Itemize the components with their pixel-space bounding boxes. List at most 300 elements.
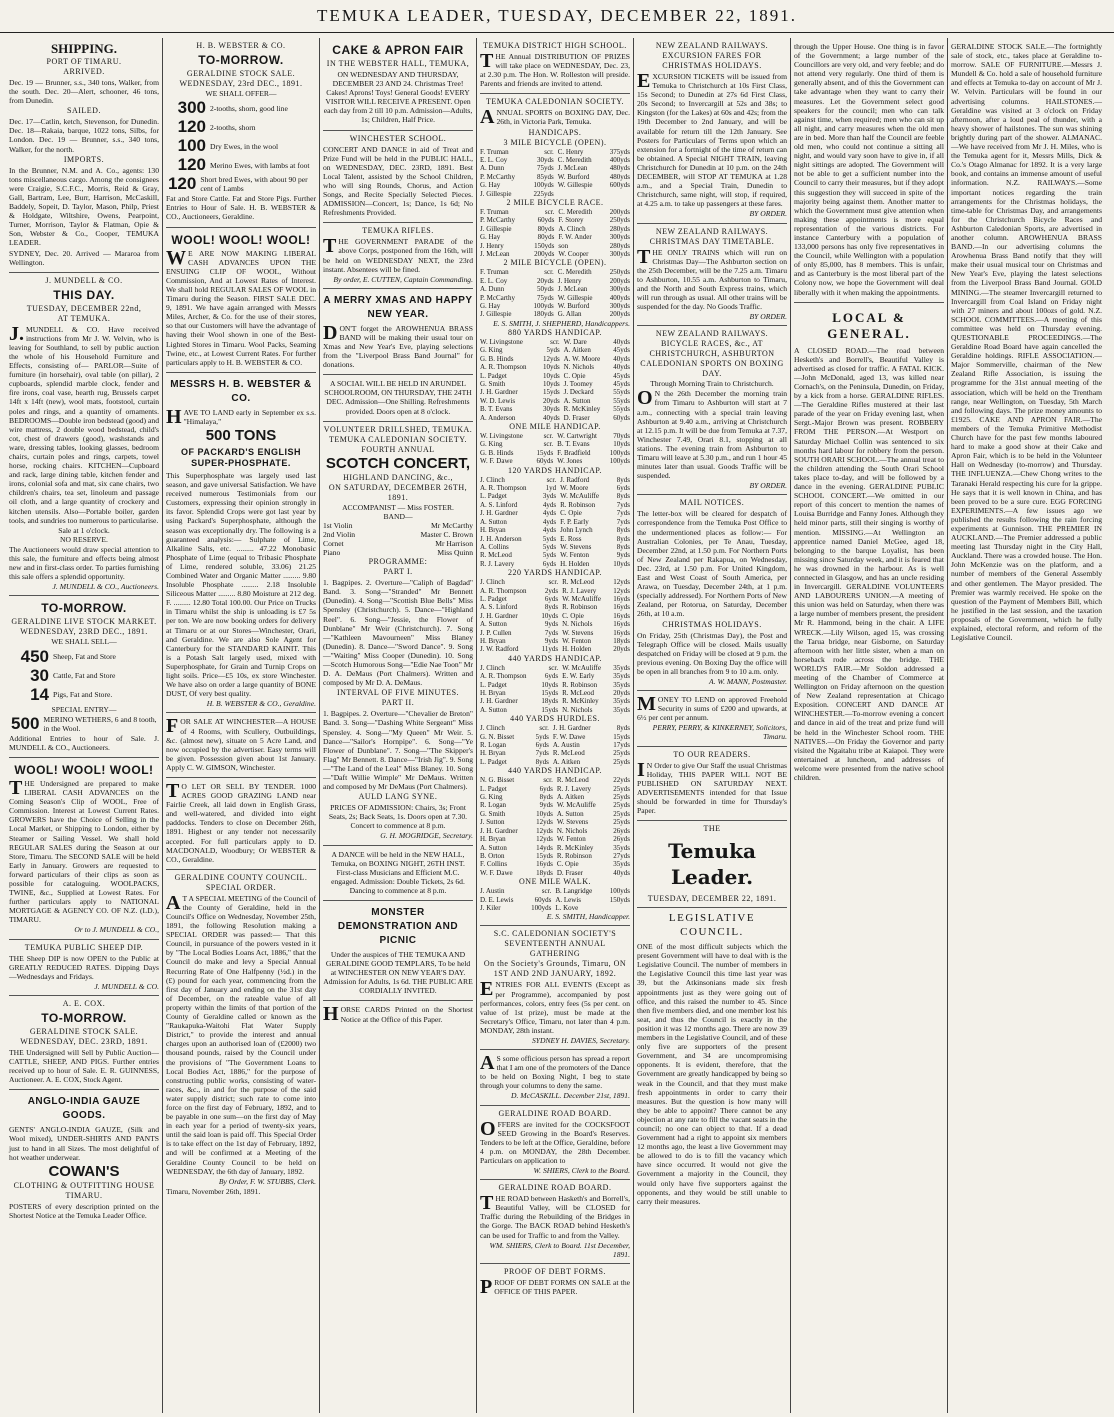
sports-handicaps	[480, 94, 630, 926]
mail-text: The letter-box will be cleared for despatch of correspondence from the Temuka Post Office to the undermentioned places as follow:— For Australian Colonies, per Te Anau, Tuesday, December 22nd, at 1.50 p.m. For Northern Ports of New Zealand per Rakapua, on Wednesday, Dec. 23rd, at 1.50 p.m. For United Kingdom, East and West Coast of South America, per Arawa, on Tuesday, December 24th, at 1 p.m. (specially addressed). For Northern Ports of New Zealand, per Rotorua, on Saturday, December 26th, at 10 a.m.	[637, 509, 787, 619]
handicap-row: J. Austin scr. B. Langridge 100yds	[480, 887, 630, 896]
furniture-text: J.MUNDELL & CO. Have received instructions from Mr J. W. Velvin, who is leaving for Southland, to sell by public auction the whole of his Household Furniture and Effects, consisting of— PARLOR—Suite of furniture (in horsehair), oval table (on pillar), 2 cupboards, splendid marble clock, fender and fire irons, coal vase, hearth rug, Brussels carpet 14ft x 14ft (new), wool mats, footstool, curtain poles and rings, and a quantity of ornaments. BEDROOMS—Double iron bedstead (good) and wire mattress, 2 double wood bedstead, child's cot, chest of drawers (good), washstands and ware, dressing tables, looking glasses, bedroom chairs, curtain poles and rings, carpets, towel horse, rocking chairs. KITCHEN—Cupboard and rack, large dining table, kitchen fender and irons, colonial sofa and mat, six cane chairs, two children's chairs, tea set, linoleum and passage oil cloth, and a large quantity of crockery and kitchen utensils. Also—Portable boiler, garden tools, and sundries too numerous to particularise.	[9, 322, 159, 525]
part-two: PART II.	[381, 698, 415, 708]
handicap-row: A. Sutton 9yds N. Nichols 16yds	[480, 620, 630, 629]
handicap-row: A. R. Thompson 10yds N. Nichols 40yds	[480, 363, 630, 372]
school-text: THE Annual DISTRIBUTION OF PRIZES will take place on WEDNESDAY, Dec. 23, at 2.30 p.m. The Hon. W. Rolleston will preside. Parents and friends are invited to attend.	[480, 50, 630, 89]
handicap-row: F. Truman scr. C. Henry 375yds	[480, 147, 630, 156]
handicap-row: L. Padget 6yds W. McAuliffe 16yds	[480, 594, 630, 603]
handicap-row: B. Orton 15yds R. Robinson 27yds	[480, 851, 630, 860]
column-3	[320, 38, 477, 1413]
sc-signature: SYDNEY H. DAVIES, Secretary.	[531, 1036, 630, 1045]
paper-title: Temuka Leader.	[668, 839, 756, 890]
handicap-row: E. L. Coy 20yds J. Henry 200yds	[480, 276, 630, 285]
handicap-row: L. Padget 8yds A. Aitken 25yds	[480, 757, 630, 766]
shipping-heading: SHIPPING.	[50, 41, 118, 56]
handicap-table	[480, 664, 630, 714]
place-line: AT TEMUKA.	[57, 313, 111, 323]
monster-heading: MONSTER DEMONSTRATION AND PICNIC	[337, 907, 459, 946]
local-general-continued	[951, 38, 1102, 647]
handicap-row: J. W. Radford 11yds H. Holden 20yds	[480, 645, 630, 654]
handicap-row: A. R. Thompson 2yds R. J. Lavery 12yds	[480, 586, 630, 595]
postmaster-signature: A. W. MANN, Postmaster.	[709, 676, 787, 686]
cox-tomorrow: TO-MORROW.	[41, 1010, 127, 1025]
excursion-heading: EXCURSION FARES FOR CHRISTMAS HOLIDAYS.	[662, 51, 762, 70]
handicap-row: J. Clinch scr. J. Radford 8yds	[480, 475, 630, 484]
interval: INTERVAL OF FIVE MINUTES.	[336, 688, 460, 698]
tons-heading: 500 TONS	[205, 426, 277, 444]
demonstration-ad	[323, 901, 473, 1001]
race-heading: 440 YARDS HANDICAP.	[508, 766, 602, 776]
cox-heading: A. E. COX.	[62, 998, 106, 1008]
handicap-row: A. Anderson 40yds D. Fraser 60yds	[480, 413, 630, 422]
handicap-row: W. F. Dawe 60yds W. Jones 100yds	[480, 457, 630, 466]
handicap-row: G. King 5yds A. Aitken 45yds	[480, 346, 630, 355]
handicap-row: H. Bryan 7yds R. McLeod 25yds	[480, 749, 630, 758]
handicap-row: J. Clinch scr. J. H. Gardner 8yds	[480, 724, 630, 733]
cox-text: THE Undersigned will Sell by Public Auction— CATTLE, SHEEP, AND PIGS. Further entries received up to hour of Sale. E. R. GUINNESS, Auctioneer. A. E. COX, Stock Agent.	[9, 1047, 159, 1085]
handicap-row: A. R. Thompson 6yds E. W. Early 35yds	[480, 672, 630, 681]
date-line: TUESDAY, DECEMBER 22nd,	[26, 303, 142, 313]
lot-row: 120 Short bred Ewes, with about 90 per cent of Lambs	[167, 174, 308, 194]
handicap-row: J. H. Gardner 18yds R. McKinley 35yds	[480, 697, 630, 706]
caledonian-heading: TEMUKA CALEDONIAN SOCIETY.	[329, 434, 467, 444]
race-heading: 220 YARDS HANDICAP.	[508, 568, 602, 578]
race-heading: 880 YARDS HANDICAP.	[508, 327, 602, 337]
handicap-row: G. Hay 100yds W. Burford 300yds	[480, 302, 630, 311]
fourth-annual: FOURTH ANNUAL	[361, 444, 435, 454]
caledonian-heading: TEMUKA CALEDONIAN SOCIETY.	[486, 97, 624, 107]
dance-text: A DANCE will be held in the NEW HALL, Temuka, on BOXING NIGHT, 26TH INST. First-class Musicians and Efficient M.C. engaged. Admission: Double Tickets, 2s 6d. Dancing to commence at 8 p.m.	[331, 849, 465, 895]
we-shall-offer: WE SHALL OFFER—	[205, 89, 277, 98]
handicap-row: P. McCarthy 75yds W. Gillespie 400yds	[480, 293, 630, 302]
handicap-row: G. Smith 10yds A. Sutton 25yds	[480, 809, 630, 818]
railways-heading: NEW ZEALAND RAILWAYS.	[655, 226, 769, 236]
webster-tomorrow: TO-MORROW.	[198, 53, 284, 67]
newspaper-columns	[6, 38, 1108, 1413]
handicap-row: A. S. Linford 8yds R. Robinson 16yds	[480, 603, 630, 612]
concert-date: ON SATURDAY, DECEMBER 26TH, 1891.	[328, 482, 468, 502]
handicap-row: G. B. Hinds 15yds F. Bradfield 100yds	[480, 448, 630, 457]
cake-text: ON WEDNESDAY AND THURSDAY, DECEMBER 23 AND 24. Christmas Tree! Cakes! Aprons! Toys! General Goods! EVERY VISITOR WILL RECEIVE A PRESENT. Open each day from 2 till 10 p.m. Admission—Adults, 1s; Children, Half Price.	[323, 70, 473, 125]
concert-secretary: G. H. MOGRIDGE, Secretary.	[380, 831, 473, 841]
road-text: OFFERS are invited for the COCKSFOOT SEED Growing in the Board's Reserves. Tenders to be left at the Office, Geraldine, before 4 p.m. on MONDAY, the 28th December. Particulars on application to	[480, 1117, 630, 1165]
column-7	[948, 38, 1105, 1413]
phosphate-signature: H. B. WEBSTER & CO., Geraldine.	[206, 699, 316, 709]
sailed-label: SAILED.	[67, 106, 101, 116]
sports-text: ANNUAL SPORTS on BOXING DAY, Dec. 26th, in Victoria Park, Temuka.	[480, 106, 630, 129]
county-council-ad	[166, 870, 316, 1201]
cake-heading: CAKE & APRON FAIR	[332, 43, 464, 57]
proof-forms-ad	[480, 1264, 630, 1301]
accompanist: ACCOMPANIST — Miss FOSTER.	[342, 502, 454, 512]
race-heading: ONE MILE HANDICAP.	[509, 422, 601, 432]
dip-text: THE Sheep DIP is now OPEN to the Public at GREATLY REDUCED RATES. Dipping Days—Wednesdays and Fridays.	[9, 953, 159, 981]
handicap-row: G. N. Bisset 5yds F. W. Dawe 15yds	[480, 732, 630, 741]
handicap-table	[480, 432, 630, 466]
road-board-ad-2	[480, 1180, 630, 1264]
cox-stock-ad	[9, 996, 159, 1090]
school-heading: TEMUKA DISTRICT HIGH SCHOOL.	[483, 41, 627, 50]
monster-text: Under the auspices of THE TEMUKA AND GERALDINE GOOD TEMPLARS, To be held at WINCHESTER ON NEW YEAR'S DAY. Admission for Adults, 1s 6d. THE PUBLIC ARE CORDIALLY INVITED.	[323, 950, 473, 996]
handicap-row: J. Henry 150yds son 280yds	[480, 241, 630, 250]
column-6	[791, 38, 948, 1413]
handicap-row: W. Livingstone scr. W. Cartwright 70yds	[480, 432, 630, 441]
mail-heading: MAIL NOTICES.	[679, 498, 745, 508]
part-one: PART I.	[383, 567, 413, 577]
handicap-row: D. E. Lewis 60yds A. Lewis 150yds	[480, 895, 630, 904]
rifles-heading: TEMUKA RIFLES.	[362, 226, 434, 236]
band-member: 1st Violin Mr McCarthy	[323, 520, 473, 530]
handicap-row: A. Collins 5yds W. Stevens 8yds	[480, 542, 630, 551]
handicap-row: J. Kiler 100yds L. Kove	[480, 903, 579, 912]
we-shall-sell: WE SHALL SELL—	[51, 637, 117, 647]
winchester-heading: WINCHESTER SCHOOL.	[349, 133, 447, 143]
proof-text: PROOF OF DEBT FORMS ON SALE at the OFFICE OF THIS PAPER.	[480, 1275, 630, 1298]
column-5	[634, 38, 791, 1413]
handicap-row: F. Collins 16yds C. Opie 35yds	[480, 860, 630, 869]
part-one-items: 1. Bagpipes. 2. Overture—"Caliph of Bagdad" Band. 3. Song—"Stranded" Mr Bennett (Dunedin). 4. Song—"Scottish Blue Bells" Miss Spensley (Christchurch). 5. Dance—"Highland Reel". 6. Song—"Jessie, the Flower of Dunblane" Mr Weir (Christchurch). 7. Song—"Kathleen Mavourneen" Miss Blaney (Dunedin). 8. Dance—"Sword Dance". 9. Song—"Waiting" Miss Cooper (Dunedin). 10. Song—Scotch Humorous Song—"Edie Nae Toon" Mr D. A. DeMaus (Port Chalmers). Written and composed by Mr D. A. DeMaus.	[323, 578, 474, 688]
handicap-row: A. Dunn 75yds J. McLean 480yds	[480, 164, 630, 173]
handicap-row: L. Padget 10yds C. Opie 45yds	[480, 371, 630, 380]
part-two-items: 1. Bagpipes. 2. Overture—"Chevalier de Breton" Band. 3. Song—"Dashing White Sergeant" Miss Spensley. 4. Song—"My Queen" Mr Weir. 5. Dance—"Sailor's Hornpipe". 6. Song—"Ye Flower of Dunblane". 7. Song—"The Skipper's Flag" Mr Bennett. 8. Dance—"Irish Jig". 9. Song—"The Land of the Leal" Miss Blaney. 10. Song—"Daft Willie Wimple" Mr DeMaus. Written and composed by Mr DeMaus (Port Chalmers).	[323, 709, 473, 792]
handicap-row: G. Hay 100yds W. Gillespie 600yds	[480, 181, 630, 190]
special-entry: SPECIAL ENTRY—	[51, 704, 117, 714]
phosphate-ad	[166, 373, 316, 714]
handicap-row: B. T. Evans 30yds R. McKinley 55yds	[480, 405, 630, 414]
dancing-heading: HIGHLAND DANCING, &c.,	[343, 472, 453, 482]
sydney-text: SYDNEY, Dec. 20. Arrived — Mararoa from Wellington.	[9, 248, 159, 267]
council-heading: GERALDINE COUNTY COUNCIL.	[174, 872, 308, 882]
editorial-continued-text: through the Upper House. One thing is in favor of the Government; a large number of the Councillors are very old, and very feeble; and do not attend very regularly. One third of them is generally absent, and of this the Government can take advantage when they want to carry their measures. Let the Government select good speakers for the council; men who can talk against time, when required; men who can sit up all night, and carry measures when the old men are in bed. More than half the Council are feeble old men, who could not continue a sitting all night, and would vary soon have to give in, if all night sittings are adopted. The Government will not be able to get a sufficient number into the Council to carry their measures, but if they adopt this suggestion they will succeed in spite of the majority being against them. Another matter to which the Government must give attention when making these appointments is more equal representation of the various districts. For instance Canterbury with a population of 133,000 persons has only five representatives in the Council, while Wellington with a population of only 85,000, has 8 members. This is unfair, and as Canterbury is the most liberal part of the Colony now, we hope the Government will deal liberally with it when making the appointments.	[794, 42, 944, 297]
sc-caledonian-ad	[480, 926, 630, 1050]
wool-heading: WOOL! WOOL! WOOL!	[14, 762, 154, 777]
handicap-row: P. McCarthy 60yds F. Storey 250yds	[480, 216, 630, 225]
handicap-row: H. Bryan 12yds W. Fenton 26yds	[480, 835, 630, 844]
editorial-heading: LEGISLATIVE COUNCIL.	[668, 912, 756, 939]
social-ad	[323, 375, 473, 421]
rifles-text: THE GOVERNMENT PARADE of the above Corps, postponed from the 16th, will be held on WEDNESDAY NEXT, the 23rd instant. Absentees will be fined.	[323, 235, 473, 274]
cake-venue: IN THE WEBSTER HALL, TEMUKA,	[326, 59, 470, 68]
arrived-label: ARRIVED.	[63, 67, 105, 76]
wool-text: THE Undersigned are prepared to make LIBERAL CASH ADVANCES on the Coming Season's Clip of WOOL, Free of Commission. Interest at Lowest Current Rates. GROWERS have the Choice of Selling in the Local Market, or Shipping to London, either by Steamer or Sailing Vessel. We shall hold REGULAR SALES during the Season at our Store, Timaru. The SECOND SALE will be held Early in January. Growers are requested to forward particulars of their clips as soon as possible for cataloguing. WOOLPACKS, TWINE, &c., Supplied at Lowest Rates. For further particulars apply to NATIONAL MORTGAGE & AGENCY CO. OF N.Z. (LD.), TIMARU.	[9, 776, 159, 925]
phosphate-heading: MESSRS H. B. WEBSTER & CO.	[170, 378, 312, 404]
council-signature: By Order, F. W. STUBBS, Clerk.	[218, 1176, 316, 1186]
holidays-heading: CHRISTMAS HOLIDAYS.	[662, 619, 762, 629]
handicap-row: E. L. Coy 30yds C. Meredith 400yds	[480, 155, 630, 164]
cox-sale: GERALDINE STOCK SALE.	[29, 1026, 139, 1036]
webster-date: WEDNESDAY, 23rd DEC., 1891.	[179, 79, 303, 88]
race-heading: 2 MILE BICYCLE (OPEN).	[503, 258, 607, 268]
handicap-row: J. Gillespie 80yds A. Clinch 280yds	[480, 224, 630, 233]
handicap-row: W. D. Lewis 20yds A. Sutton 55yds	[480, 396, 630, 405]
handicap-row: H. Bryan 15yds R. McLeod 20yds	[480, 689, 630, 697]
sheep-dip-ad	[9, 940, 159, 996]
band-heading: BAND—	[383, 511, 413, 521]
scotch-concert-ad	[323, 422, 473, 846]
cake-fair-ad	[323, 38, 473, 131]
handicap-row: A. R. Thompson 1yd W. Moore 6yds	[480, 484, 630, 493]
notice-ad	[480, 1050, 630, 1105]
this-day-heading: THIS DAY.	[53, 287, 115, 302]
handicap-row: H. Bryan 9yds W. Fenton 18yds	[480, 636, 630, 645]
council-date: Timaru, November 26th, 1891.	[166, 1186, 261, 1196]
road-signature: WM. SHIERS, Clerk to Board. 11st December, 1891.	[489, 1240, 630, 1259]
admission-prices: PRICES OF ADMISSION: Chairs, 3s; Front Seats, 2s; Back Seats, 1s. Doors open at 7.30. Concert to commence at 8 p.m.	[328, 803, 468, 831]
holidays-text: On Friday, 25th (Christmas Day), the Post and Telegraph Office will be closed. Mails usually despatched on Friday will be closed at 9 p.m. the previous evening. On Boxing Day the office will be open in all branches from 9 to 10 a.m. only.	[637, 630, 787, 676]
gauze-goods-ad	[9, 1090, 159, 1225]
handicap-table	[480, 208, 630, 258]
railways-excursion-ad	[637, 38, 787, 224]
sale-time: Sale at 1 o'clock.	[58, 525, 110, 535]
xmas-text: DON'T forget the AROWHENUA BRASS BAND will be making their usual tour on Xmas and New Year's Eve, playing selections from the "Liverpool Brass Band Journal" for donations.	[323, 321, 473, 370]
handicap-row: A. Sutton 15yds N. Nichols 35yds	[480, 705, 630, 714]
social-text: A SOCIAL WILL BE HELD IN ARUNDEL SCHOOLROOM, ON THURSDAY, THE 24TH DEC. Admission—One Shilling. Refreshments provided. Doors open at 8 o'clock.	[324, 379, 472, 416]
handicap-row: A. S. Linford 4yds R. Robinson 7yds	[480, 500, 630, 509]
money-signature: PERRY, PERRY, & KINKERNEY, Solicitors, Timaru.	[652, 723, 787, 742]
handicap-row: R. Logan 9yds W. McAuliffe 25yds	[480, 801, 630, 810]
railways-heading: NEW ZEALAND RAILWAYS.	[655, 41, 769, 50]
phosphate-landing: HAVE TO LAND early in September ex s.s. "Himalaya,"	[166, 405, 316, 428]
money-text: MONEY TO LEND on approved Freehold Security in sums of £200 and upwards, at 6½ per cent per annum.	[637, 693, 787, 723]
lot-row: 450 Sheep, Fat and Store	[20, 646, 116, 666]
brass-band-ad	[323, 289, 473, 375]
cox-date: WEDNESDAY, DEC. 23RD, 1891.	[20, 1036, 148, 1046]
winchester-school-ad	[323, 131, 473, 224]
handicap-row: J. Gillespie 180yds G. Allan 200yds	[480, 310, 630, 319]
handicap-table	[480, 148, 630, 198]
handicap-row: J. P. Cullen 7yds W. Stevens 16yds	[480, 628, 630, 637]
local-text: A CLOSED ROAD.—The road between Hesketh's and Borrell's, Beautiful Valley is advertised as closed for traffic. A FATAL KICK.—John McDonald, aged 13, was killed near Cornach's, on the Peninsula, Dunedin, on Friday, by a kick from a horse. GERALDINE RIFLES.—The Geraldine Rifles mustered at their last parade of the year on Friday evening last, when Sergt.-Major Brown was present. ROBBERY FROM THE PERSON.—At Westport on Saturday Michael Collin was sentenced to six months hard labour for robbery from the person. SOUTH ORARI SCHOOL.—The annual treat to the children attending the South Orari School takes place to-day, and will be followed by a dance in the evening. GERALDINE PUBLIC SCHOOL CONCERT.—We omitted in our report of this concert to mention the names of Louisa Burridge and Fanny Jones. Although they held minor parts, still their singing is worthy of mention. MISSING.—At Wellington an apprentice named Daniel McGee, aged 18, belonging to the barque Loyalist, has been missing since Saturday week, and it is feared that he was drowned in the harbour. As is well connected in Glasgow, and has an uncle residing in Invercargill. GERALDINE VOLUNTEERS AND LABOURERS UNION.—A meeting of this union was held on Saturday, when there was a large number of members present, the president Mr R. Hammond, being in the chair. A LIFE WRECK.—Lily Wilson, aged 15, was crossing the Tarua bridge, near Gisborne, on Saturday afternoon with her little sister, when a man on horseback rode across the bridge. THE WORLD'S FAIR.—Mr Soldon addressed a meeting of the Chamber of Commerce at Wellington on Friday afternoon on the question of New Zealand representation at Chicago Exposition. CONCERT AND DANCE AT WINCHESTER.—To-morrow evening a concert and dance in aid of the treat and prize fund will be held in the Winchester School room. THE NATIVES.—On Friday the Governor and party visited the Ngaitahu tribe at Kaiapoi. They were entertained at luncheon, and addresses of welcome were presented from the native school children.	[794, 345, 944, 783]
railways-heading: NEW ZEALAND RAILWAYS.	[655, 329, 769, 339]
posters-text: POSTERS of every description printed on the Shortest Notice at the Temuka Leader Office.	[9, 1201, 159, 1220]
special-order-heading: SPECIAL ORDER.	[205, 882, 277, 892]
race-heading: 120 YARDS HANDICAP.	[508, 465, 602, 475]
webster-sale: GERALDINE STOCK SALE.	[186, 69, 296, 78]
road-signature: W. SHIERS, Clerk to the Board.	[533, 1166, 630, 1176]
timetable-signature: BY ORDER.	[749, 312, 787, 322]
grazing-text: TO LET OR SELL BY TENDER. 1000 ACRES GOOD GRAZING LAND near Fairlie Creek, all laid down in English Grass, and well-watered, and divided into eight paddocks. Tenders to close on December 26th, 1891. Highest or any tender not necessarily accepted. For full particulars apply to D. MACDONALD, Woodbury; Or WEBSTER & CO., Geraldine.	[166, 779, 316, 864]
handicap-table	[480, 776, 630, 877]
excursion-text: EXCURSION TICKETS will be issued from Temuka to Christchurch at 10s First Class, 15s Second; to Dunedin at 27s 6d First Class, 20s Second; to Invercargill at 52s and 38s; to Kingston (for the Lakes) at 60s and 42s; from the 19th December to 2nd January, and will be available for return till the 12th January. See Posters for Particulars of Terms upon which an extension for a fortnight of the time of return can be obtained. A Special NIGHT TRAIN, leaving Christchurch for Dunedin at 10 p.m. on the 24th DECEMBER, will STOP AT TEMUKA at 1.28 a.m., and a Special Train, Dunedin to Christchurch, same night, will stop, if required, at 4.25 a.m. to take up passengers at these fares.	[637, 70, 787, 209]
additional-entries: Additional Entries to hour of Sale. J. MUNDELL & CO., Auctioneers.	[9, 733, 159, 752]
railways-timetable-ad	[637, 224, 787, 327]
grazing-land-ad	[166, 778, 316, 870]
band-member: Piano Miss Quinn	[323, 548, 473, 558]
handicap-row: J. Clinch scr. W. McAuliffe 35yds	[480, 663, 630, 672]
timetable-text: THE ONLY TRAINS which will run on Christmas Day—The Ashburton section on the 25th December, will be the 7.25 a.m. Timaru to Ashburton, 10.55 a.m. Ashburton to Timaru, and the North and South Express trains, which will run through as usual. All other trains will be suspended for the day. No Goods Traffic.	[637, 245, 787, 312]
wool-signature: Or to J. MUNDELL & CO.,	[74, 925, 159, 935]
phosphate-text: This Superphosphate was largely used last season, and gave universal Satisfaction. We have received numerous Testimonials from our Customers, expressing their opinion strongly in its favor. Splendid Crops were got last year by using Packard's Superphosphate, although the season was exceptionally dry. The following is a guaranteed analysis:— Sulphate of Lime, Alkaline Salts, etc. ......... 47.22 Monobasic Phosphate of Lime (equal to Tribasic Phosphate of Lime, rendered soluble, 33.06) 21.25 Combined Water and Organic Matter ......... 9.80 Insoluble Phosphate ......... 2.18 Insoluble Siliceous Matter ......... 8.80 Moisture at 212 deg. F. ......... 12.80 Total 100.00. Our Price on Trucks in Timaru whilst the ship is unloading is £7 5s per ton. We are now booking orders for delivery at Timaru or at our Stores—Winchester, Orari, and Geraldine. We are also Sole Agent for Canterbury for the STANDARD KAINIT. This is a Potash Salt largely used, mixed with Superphosphate, for Grain and Turnip Crops on light soils. Price—£5 10s, ex store Winchester. We have also on order a large quantity of BONE DUST, Of very best quality.	[166, 470, 316, 699]
auctioneer-note: The Auctioneers would draw special attention to this sale, the furniture and effects being almost new and in first-class order. To parties furnishing this sale offers a splendid opportunity.	[9, 544, 159, 582]
auld-lang-syne: AULD LANG SYNE.	[358, 792, 438, 802]
column-1	[6, 38, 163, 1413]
lot-row: 500 MERINO WETHERS, 6 and 8 tooth, in the Wool.	[11, 713, 157, 733]
winchester-text: CONCERT AND DANCE in aid of Treat and Prize Fund will be held in the PUBLIC HALL, on WEDNESDAY, DEC. 23RD, 1891. Best Local Talent, assisted by the School Children, who will sing Rounds, Chorus, and Action Songs, and Recite Specially Selected Pieces. ADMISSION—Concert, 1s; Dance, 1s 6d; No Refreshments Provided.	[323, 144, 473, 218]
local-continued-text: GERALDINE STOCK SALE.—The fortnightly sale of stock, etc., takes place at Geraldine to-morrow. SALE OF FURNITURE.—Messrs J. Mundell & Co. hold a sale of household furniture and effects at Temuka to-day on account of Mr J. W. Velvin. Particulars will be found in our advertising columns. HAILSTONES.—Geraldine was visited at 3 o'clock on Friday afternoon, after a loud peal of thunder, with a heavy shower of hailstones. The sun was shining brightly during part of the shower. ALMANAC.—We have received from Mr J. H. Miles, who is the Temuka agent for it, Messrs Mills, Dick & Co.'s Otago Almanac for 1892. It is a very large book, and contains an immense amount of useful information. N.Z. RAILWAYS.—Some important notices regarding the train arrangements for the Christmas holidays, the time-table for Christmas Day, and arrangements for the Christchurch Bicycle Races and Ashburton Caledonian Sports, are advertised in another column. AROWHENUA BRASS BAND.—In our advertising columns the Arowhenua Brass Band notify that they will make their usual musical tour on Christmas and New Year's Eve, playing the latest selections from the Liverpool Brass Band Journal. GOLD MINING.—The steamer Invercargill returned to Invercargill from Coal Island on Friday night with 27 miners and about 100ozs of gold. N.Z. SCHOOL COMMITTEES.—A meeting of this committee was held on Thursday evening. QUESTIONABLE PROCEEDINGS.—The Geraldine Road Board have again cancelled the Geraldine holdings. RIFLE ASSOCIATION.—Major Sommerville, chairman of the New Zealand Rifle Association, is issuing the programme for the 31st annual meeting of the association, which will be held on the Trentham range, near Wellington, on Tuesday, 5th March and following days. The prize money amounts to £1925. CAKE AND APRON FAIR.—The members of the Temuka Primitive Methodist Church have for the past few months laboured hard to make a good show at their Cake and Apron Fair, which is to be held in the Volunteer Hall on Wednesday (to-morrow) and Thursday. THE INFLUENZA.—Chew Chong writes to the Taranaki Herald respecting his cure for la grippe. He says that it is well known in China, and has been proved to be a sure cure. EGG FORCING EXPERIMENTS.—A few issues ago we published the results following the rain forcing experiments at Gunnison. THE PREMIER IN AUCKLAND.—The Premier addressed a public meeting last Thursday night in the City Hall, Auckland. There was a crowded house. The Hon. John McKenzie was on the platform, and a number of members of the General Assembly and other gentlemen. The Mayor presided. The Premier was warmly received. He spoke on the question of the Payment of Members Bill, which he justified in the last session, and the taxation proposals of the Government, which he fully explained, electoral reform, and reform of the Legislative Council.	[951, 42, 1102, 643]
local-general	[794, 303, 944, 788]
webster-heading: H. B. WEBSTER & CO.	[196, 41, 286, 50]
rule	[637, 907, 787, 908]
excursion-signature: BY ORDER.	[749, 209, 787, 219]
lot-row: 100 Dry Ewes, in the wool	[177, 136, 279, 156]
tomorrow-heading: TO-MORROW.	[41, 601, 127, 616]
editorial-text: ONE of the most difficult subjects which the present Government will have to deal with is the Legislative Council. The number of members in the Legislative Council this time last year was 39, but the Atkinsonians made six fresh appointments just as they were going out of office, and this raised the number to 45. Since then five members died, and one member lost his seat, and thus the Council is exactly in the position it was 12 months ago. There are now 39 members in the Legislative Council, and of these only five are supporters of the present Government, and 34 are uncompromising opponents. It is evident, therefore, that the Government are greatly handicapped by being so weak in the Council, and that they must make fresh appointments in order to carry their measures. But the question is how many will they be able to appoint? There cannot be any objection at any rate to fill the vacant seats in the council; no one can object to that. If a dead Government had a right to appoint six members 12 months ago, the least a live Government may be allowed to do is to fill the vacancy which have since occurred. It would not give the Government a majority in the Council, they would only have five supporters against the opponents, and they would be still unable to carry their measures.	[637, 942, 787, 1206]
readers-notice	[637, 747, 787, 822]
masthead-title: TEMUKA LEADER, TUESDAY, DECEMBER 22, 1891.	[0, 0, 1114, 33]
race-heading: ONE MILE WALK.	[519, 877, 591, 887]
handicap-row: A. Sutton 4yds F. P. Early 7yds	[480, 517, 630, 526]
handicap-table	[480, 578, 630, 654]
wool-text: WE ARE NOW MAKING LIBERAL CASH ADVANCES UPON THE ENSUING CLIP OF WOOL, Without Commission, And at Lowest Rates of Interest. We shall hold REGULAR SALES OF WOOL in Timaru during the Season. FIRST SALE DEC. 9, 1891. We have again arranged with Messrs Miles, Archer, & Co. for the use of their stores, so that our Customers will have the advantage of having their Wool shown in one of the Best-Lighted Stores in Timaru. Wool Packs, Seaming Twine, etc., at Lowest Current Rates. For further particulars apply to H. B. WEBSTER & CO.	[166, 246, 316, 367]
imports-text: In the Brunner, N.M. and A. Co., agents: 130 tons miscellaneous cargo. Among the consignees were Craigie, S.C.F.C., Morris, Reid & Gray, Gall, Bartram, Lee, Burr, Harrison, McCaskill, Baddely, Sopeit, D. Taylor, Mason, Philp, Priest & Holdgate, Wiltshire, Owens, Pearpoint, Turner, Morrison, Taylor & Flatman, Opie & Son, Webster & Co., Cooper, TEMUKA LEADER.	[9, 165, 159, 248]
handicapper: E. S. SMITH, Handicapper.	[546, 912, 630, 922]
handicap-row: P. McCarthy 85yds W. Burford 480yds	[480, 172, 630, 181]
handicap-table	[480, 724, 630, 766]
arrived-text: Dec. 19 — Brunner, s.s., 340 tons, Walker, from the south. Dec. 20—Alert, schooner, 46 tons, from Dunedin.	[9, 78, 159, 106]
race-heading: 440 YARDS HURDLES.	[510, 714, 600, 724]
road-heading: GERALDINE ROAD BOARD.	[498, 1108, 612, 1118]
port-heading: PORT OF TIMARU.	[46, 57, 122, 66]
band-member: 2nd Violin Master C. Brown	[323, 529, 473, 539]
webster-stock-ad	[166, 38, 316, 228]
horse-text: HORSE CARDS Printed on the Shortest Notice at the Office of this Paper.	[323, 1003, 473, 1026]
handicap-row: A. Sutton 14yds R. McKinley 35yds	[480, 843, 630, 852]
race-heading: 440 YARDS HANDICAP.	[508, 653, 602, 663]
imports-label: IMPORTS.	[63, 154, 105, 164]
handicap-row: A. Dunn 50yds J. McLean 300yds	[480, 285, 630, 294]
handicap-row: G. Hay 80yds F. W. Ander 300yds	[480, 233, 630, 242]
handicap-row: J. H. Gardner 4yds C. Opie 7yds	[480, 509, 630, 518]
lot-row: 30 Cattle, Fat and Store	[30, 665, 116, 685]
handicappers: E. S. SMITH, J. SHEPHERD, Handicappers.	[493, 318, 630, 328]
handicap-table	[480, 476, 630, 568]
sc-sub: On the Society's Grounds, Timaru, ON 1ST AND 2ND JANUARY, 1892.	[483, 959, 627, 979]
mundell-heading: J. MUNDELL & CO.	[45, 275, 123, 285]
local-heading: LOCAL & GENERAL.	[827, 309, 911, 341]
handicap-row: J. H. Gardner 12yds N. Nichols 26yds	[480, 826, 630, 835]
road-board-ad	[480, 1106, 630, 1181]
sailed-text: Dec. 17—Catlin, ketch, Stevenson, for Dunedin. Dec. 18—Rakaia, barque, 1022 tons, Silbs, for London. Dec. 19 — Brunner, s.s., 340 tons, Walker, for the north.	[9, 117, 159, 154]
market-heading: GERALDINE LIVE STOCK MARKET.	[11, 617, 157, 627]
tons-sub: OF PACKARD'S ENGLISH SUPER-PHOSPHATE.	[181, 446, 301, 468]
house-for-sale-ad	[166, 713, 316, 778]
handicap-row: G. King 8yds A. Aitken 25yds	[480, 793, 630, 802]
lot-row: 300 2-tooths, shorn, good line	[177, 98, 288, 118]
boxing-dance-ad	[323, 846, 473, 901]
handicap-row: W. F. Dawe 18yds D. Fraser 40yds	[480, 868, 630, 877]
bicycle-heading: BICYCLE RACES, &c., AT CHRISTCHURCH, ASHBURTON CALEDONIAN SPORTS ON BOXING DAY.	[640, 339, 784, 379]
editorial-date: TUESDAY, DECEMBER 22, 1891.	[647, 894, 777, 904]
rifles-ad	[323, 223, 473, 288]
lot-row: 120 Merino Ewes, with lambs at foot	[177, 155, 310, 175]
cowans-heading: COWAN'S	[48, 1162, 120, 1180]
cowans-sub: CLOTHING & OUTFITTING HOUSE TIMARU.	[13, 1180, 155, 1200]
high-school-ad	[480, 38, 630, 94]
handicap-row: R. J. Lavery 6yds H. Holden 10yds	[480, 559, 630, 568]
bicycle-sub: Through Morning Train to Christchurch.	[650, 379, 774, 389]
rifles-signature: By order, E. CUTTEN, Captain Commanding.	[333, 274, 473, 284]
handicap-row: J. McLean 200yds W. Cooper 300yds	[480, 250, 630, 259]
handicap-row: J. H. Gardner 10yds C. Opie 16yds	[480, 611, 630, 620]
bicycle-signature: BY ORDER.	[749, 481, 787, 491]
band-member: Cornet Mr Harrison	[323, 539, 473, 548]
handicap-row: G. B. Hinds 12yds A. W. Moore 40yds	[480, 354, 630, 363]
handicap-row: J. Clinch scr. R. McLeod 12yds	[480, 578, 630, 587]
handicap-row: J. H. Anderson 5yds E. Ross 8yds	[480, 534, 630, 543]
handicap-row: F. Truman scr. C. Meredith 250yds	[480, 268, 630, 277]
mundell-furniture-ad	[9, 273, 159, 597]
handicap-table	[480, 887, 630, 912]
shipping-section	[9, 38, 159, 273]
concert-heading: SCOTCH CONCERT,	[325, 454, 471, 472]
lots-footer: Fat and Store Cattle. Fat and Store Pigs. Further Entries to Hour of Sale. H. B. WEBSTER & CO., Auctioneers, Geraldine.	[166, 194, 316, 222]
the-label: THE	[703, 824, 721, 834]
horse-cards-ad	[323, 1001, 473, 1028]
handicap-table	[480, 268, 630, 318]
house-text: FOR SALE AT WINCHESTER—A HOUSE of 4 Rooms, with Scullery, Outbuildings, &c. (almost new), situate on 5 Acre Land, and now occupied by the advertiser. Easy terms will be given. Possession given about 1st January. Apply C. W. GIMSON, Winchester.	[166, 715, 316, 772]
handicap-row: L. Padget 6yds R. J. Lavery 25yds	[480, 784, 630, 793]
handicap-row: J. H. Gardner 15yds J. Deckard 55yds	[480, 388, 630, 397]
railways-bicycle-ad	[637, 326, 787, 495]
handicap-row: J. Sutton 12yds W. Stevens 25yds	[480, 818, 630, 827]
timetable-heading: CHRISTMAS DAY TIMETABLE.	[649, 236, 775, 246]
bicycle-text: ON the 26th December the morning train from Timaru to Ashburton will start at 7 a.m., connecting with a special train leaving Ashburton at 9.40 a.m., arriving at Christchurch at 12.15 p.m. It will be due from Temuka at 7.37, Winchester 7.49, Orari 8.1, stopping at all stations. The evening train from Ashburton to Timaru will leave at 5.30 p.m., and run 1 hour 45 minutes later than usual. Goods Traffic will be suspended.	[637, 387, 787, 481]
column-2	[163, 38, 320, 1413]
dip-heading: TEMUKA PUBLIC SHEEP DIP.	[24, 942, 144, 952]
wool-advances-ad	[9, 758, 159, 940]
mail-notices	[637, 495, 787, 691]
gauze-heading: ANGLO-INDIA GAUZE GOODS.	[27, 1096, 141, 1122]
readers-heading: TO OUR READERS.	[673, 749, 751, 759]
lot-row: 120 2-tooths, shorn	[177, 117, 256, 137]
handicap-row: G. King scr. B. T. Evans 10yds	[480, 440, 630, 449]
handicap-row: R. McLeod 5yds W. Fenton 9yds	[480, 551, 630, 560]
handicap-row: L. Padget 10yds R. Robinson 35yds	[480, 680, 630, 689]
handicap-row: G. Smith 10yds J. Toomey 45yds	[480, 380, 630, 388]
auctioneer-signature: J. MUNDELL & CO., Auctioneers.	[52, 582, 159, 592]
no-reserve: NO RESERVE.	[60, 534, 108, 544]
sc-heading: S.C. CALEDONIAN SOCIETY'S SEVENTEENTH ANNUAL GATHERING	[493, 929, 617, 959]
programme-heading: PROGRAMME:	[368, 557, 428, 567]
editorial	[637, 821, 787, 1211]
handicap-row: N. G. Bisset scr. R. McLeod 22yds	[480, 776, 630, 785]
readers-text: IN Order to give Our Staff the usual Christmas Holiday, THIS PAPER WILL NOT BE PUBLISHED ON SATURDAY NEXT. ADVERTISEMENTS intended for that Issue should be forwarded in time for Thursday's Paper.	[637, 758, 787, 815]
sc-text: ENTRIES FOR ALL EVENTS (Except as per Programme), accompanied by post performances, colors, entry fees (5s per cent. on value of 1st prize), must be made at the Secretary's Office, Timaru, not later than 4 p.m. MONDAY, 28th instant.	[480, 978, 630, 1035]
handicap-row: F. Truman scr. C. Meredith 200yds	[480, 208, 630, 216]
handicaps-heading: HANDICAPS.	[528, 127, 582, 137]
proof-heading: PROOF OF DEBT FORMS.	[504, 1266, 606, 1276]
dip-signature: J. MUNDELL & CO.	[94, 981, 159, 991]
notice-signature: D. McCASKILL. December 21st, 1891.	[511, 1091, 630, 1101]
handicap-row: J. Gillespie 225yds	[480, 189, 554, 198]
handicap-row: W. Livingstone scr. W. Dare 40yds	[480, 337, 630, 346]
handicap-row: R. Logan 6yds A. Austin 17yds	[480, 741, 630, 750]
handicap-row: L. Padget 3yds W. McAuliffe 8yds	[480, 492, 630, 501]
market-date: WEDNESDAY, 23RD DEC., 1891.	[20, 627, 148, 637]
xmas-heading: A MERRY XMAS AND HAPPY NEW YEAR.	[323, 294, 473, 320]
handicap-row: H. Bryan 4yds John Lynch 8yds	[480, 526, 630, 535]
race-heading: 3 MILE BICYCLE (OPEN).	[503, 137, 607, 147]
webster-wool-ad	[166, 228, 316, 373]
wool-heading: WOOL! WOOL! WOOL!	[171, 232, 311, 247]
live-stock-ad	[9, 596, 159, 758]
race-heading: 2 MILE BICYCLE RACE.	[506, 198, 604, 207]
editorial-continued	[794, 38, 944, 303]
drillshed-heading: VOLUNTEER DRILLSHED, TEMUKA.	[323, 424, 473, 434]
handicap-table	[480, 338, 630, 422]
money-to-lend-ad	[637, 691, 787, 746]
